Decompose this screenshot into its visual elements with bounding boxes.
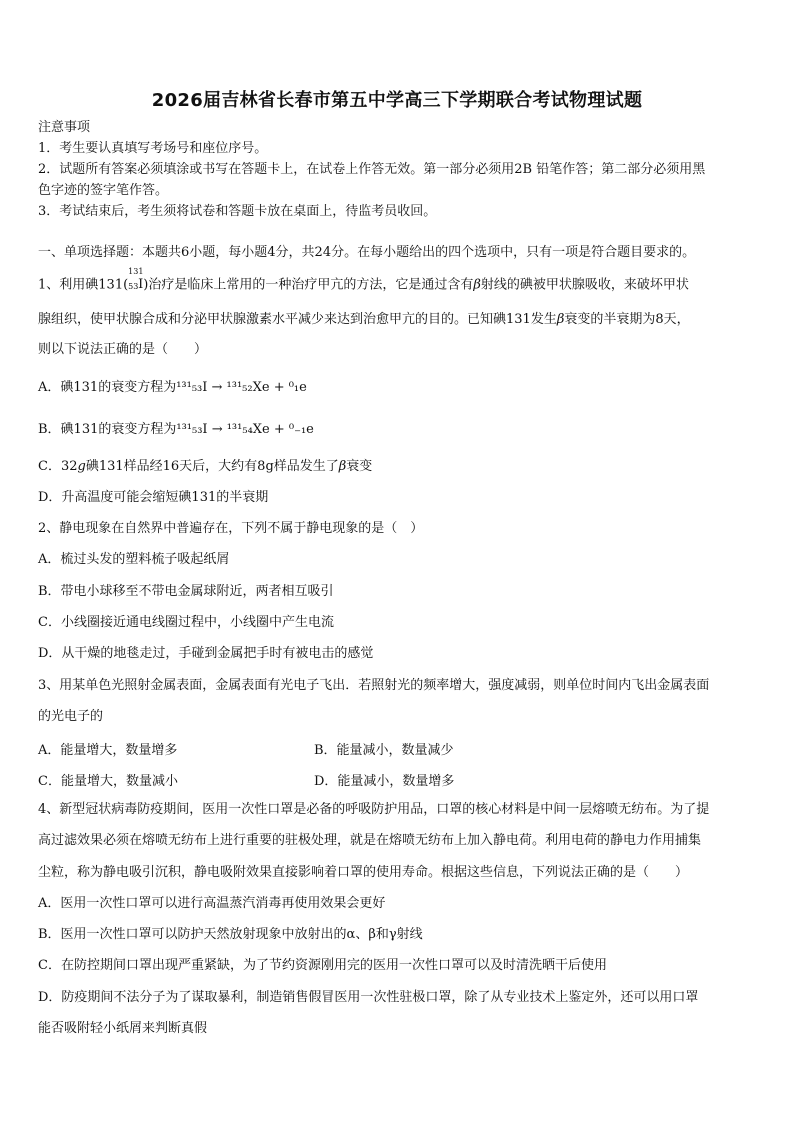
q4-option-a: A．医用一次性口罩可以进行高温蒸汽消毒再使用效果会更好 [38,896,386,911]
q1-stem-c: 射线的碘被甲状腺吸收，来破坏甲状 [480,277,689,293]
q1-option-c-beta: β [338,459,347,474]
q3-stem-line1: 3、用某单色光照射金属表面，金属表面有光电子飞出．若照射光的频率增大，强度减弱，则单位时间内飞出金属表面 [38,678,710,693]
notice-heading: 注意事项 [38,120,91,135]
q2-option-d: D．从干燥的地毯走过，手碰到金属把手时有被电击的感觉 [38,646,374,661]
q1-nuclide-mass: 131 [128,267,144,276]
q1-option-b-equation: ¹³¹₅₃I → ¹³¹₅₄Xe + ⁰₋₁e [176,422,314,437]
q1-iodine-nuclide [128,267,144,294]
q3-option-d: D．能量减小，数量增多 [314,774,455,789]
q1-option-c-a: C．32 [38,459,78,474]
q3-stem-line2: 的光电子的 [38,709,104,724]
q3-option-b: B．能量减小，数量减少 [314,743,454,758]
notice-item-2: 2．试题所有答案必须填涂或书写在答题卡上，在试卷上作答无效。第一部分必须用2B 铅笔作答；第二部分必须用黑 [38,162,706,177]
section-heading: 一、单项选择题：本题共6小题，每小题4分，共24分。在每小题给出的四个选项中，只有一项是符合题目要求的。 [38,245,696,260]
q1-beta: β [473,277,481,293]
q1-option-c-b: 碘131样品经16天后，大约有8g样品发生了 [85,459,339,474]
q4-stem-line1: 4、新型冠状病毒防疫期间，医用一次性口罩是必备的呼吸防护用品，口罩的核心材料是中间一层熔喷无纺布。为了提 [38,802,710,817]
q1-nuclide-symbol: I [138,277,144,292]
q1-option-c-unit: g [77,459,86,474]
q1-option-d: D．升高温度可能会缩短碘131的半衰期 [38,490,269,505]
q2-option-c: C．小线圈接近通电线圈过程中，小线圈中产生电流 [38,615,334,630]
q1-option-a-equation: ¹³¹₅₃I → ¹³¹₅₂Xe + ⁰₁e [176,380,307,395]
q1-line2-a: 腺组织，使甲状腺合成和分泌甲状腺激素水平减少来达到治愈甲亢的目的。已知碘131发生 [38,312,557,327]
q4-stem-line2: 高过滤效果必须在熔喷无纺布上进行重要的驻极处理，就是在熔喷无纺布上加入静电荷。利用电荷的静电力作用捕集 [38,833,702,848]
q4-option-c: C．在防控期间口罩出现严重紧缺，为了节约资源刚用完的医用一次性口罩可以及时清洗晒干后使用 [38,958,607,973]
q2-option-a: A．梳过头发的塑料梳子吸起纸屑 [38,552,230,567]
q1-option-a-label: A．碘131的衰变方程为 [38,380,177,395]
q1-option-b [38,421,314,439]
q4-option-d-line1: D．防疫期间不法分子为了谋取暴利，制造销售假冒医用一次性驻极口罩，除了从专业技术上鉴定外，还可以用口罩 [38,990,699,1005]
q2-option-b: B．带电小球移至不带电金属球附近，两者相互吸引 [38,584,334,599]
q1-option-c [38,458,372,476]
q4-stem-line3: 尘粒，称为静电吸引沉积，静电吸附效果直接影响着口罩的使用寿命。根据这些信息，下列说法正确的是（ ） [38,865,689,880]
q3-option-c: C．能量增大，数量减小 [38,774,178,789]
q1-beta-2: β [556,312,565,327]
q1-stem-line1 [38,267,689,295]
q1-nuclide-charge: 53 [128,282,139,291]
q4-option-d-line2: 能否吸附轻小纸屑来判断真假 [38,1021,208,1036]
notice-item-1: 1．考生要认真填写考场号和座位序号。 [38,141,268,156]
q1-option-c-c: 衰变 [346,459,373,474]
q1-stem-b: )治疗是临床上常用的一种治疗甲亢的方法，它是通过含有 [143,277,474,293]
q1-stem-line3: 则以下说法正确的是（ ） [38,342,208,357]
q1-line2-b: 衰变的半衰期为8天， [564,312,690,327]
q4-option-b: B．医用一次性口罩可以防护天然放射现象中放射出的α、β和γ射线 [38,927,423,942]
notice-item-2-cont: 色字迹的签字笔作答。 [38,183,169,198]
q3-option-a: A．能量增大，数量增多 [38,743,178,758]
q2-stem: 2、静电现象在自然界中普遍存在，下列不属于静电现象的是（ ） [38,521,424,536]
page-title: 2026届吉林省长春市第五中学高三下学期联合考试物理试题 [151,90,643,111]
notice-item-3: 3．考试结束后，考生须将试卷和答题卡放在桌面上，待监考员收回。 [38,204,437,219]
q1-stem-line2 [38,311,690,329]
q1-option-a [38,379,307,397]
q1-option-b-label: B．碘131的衰变方程为 [38,422,177,437]
q1-stem-a: 1、利用碘131( [38,277,129,293]
